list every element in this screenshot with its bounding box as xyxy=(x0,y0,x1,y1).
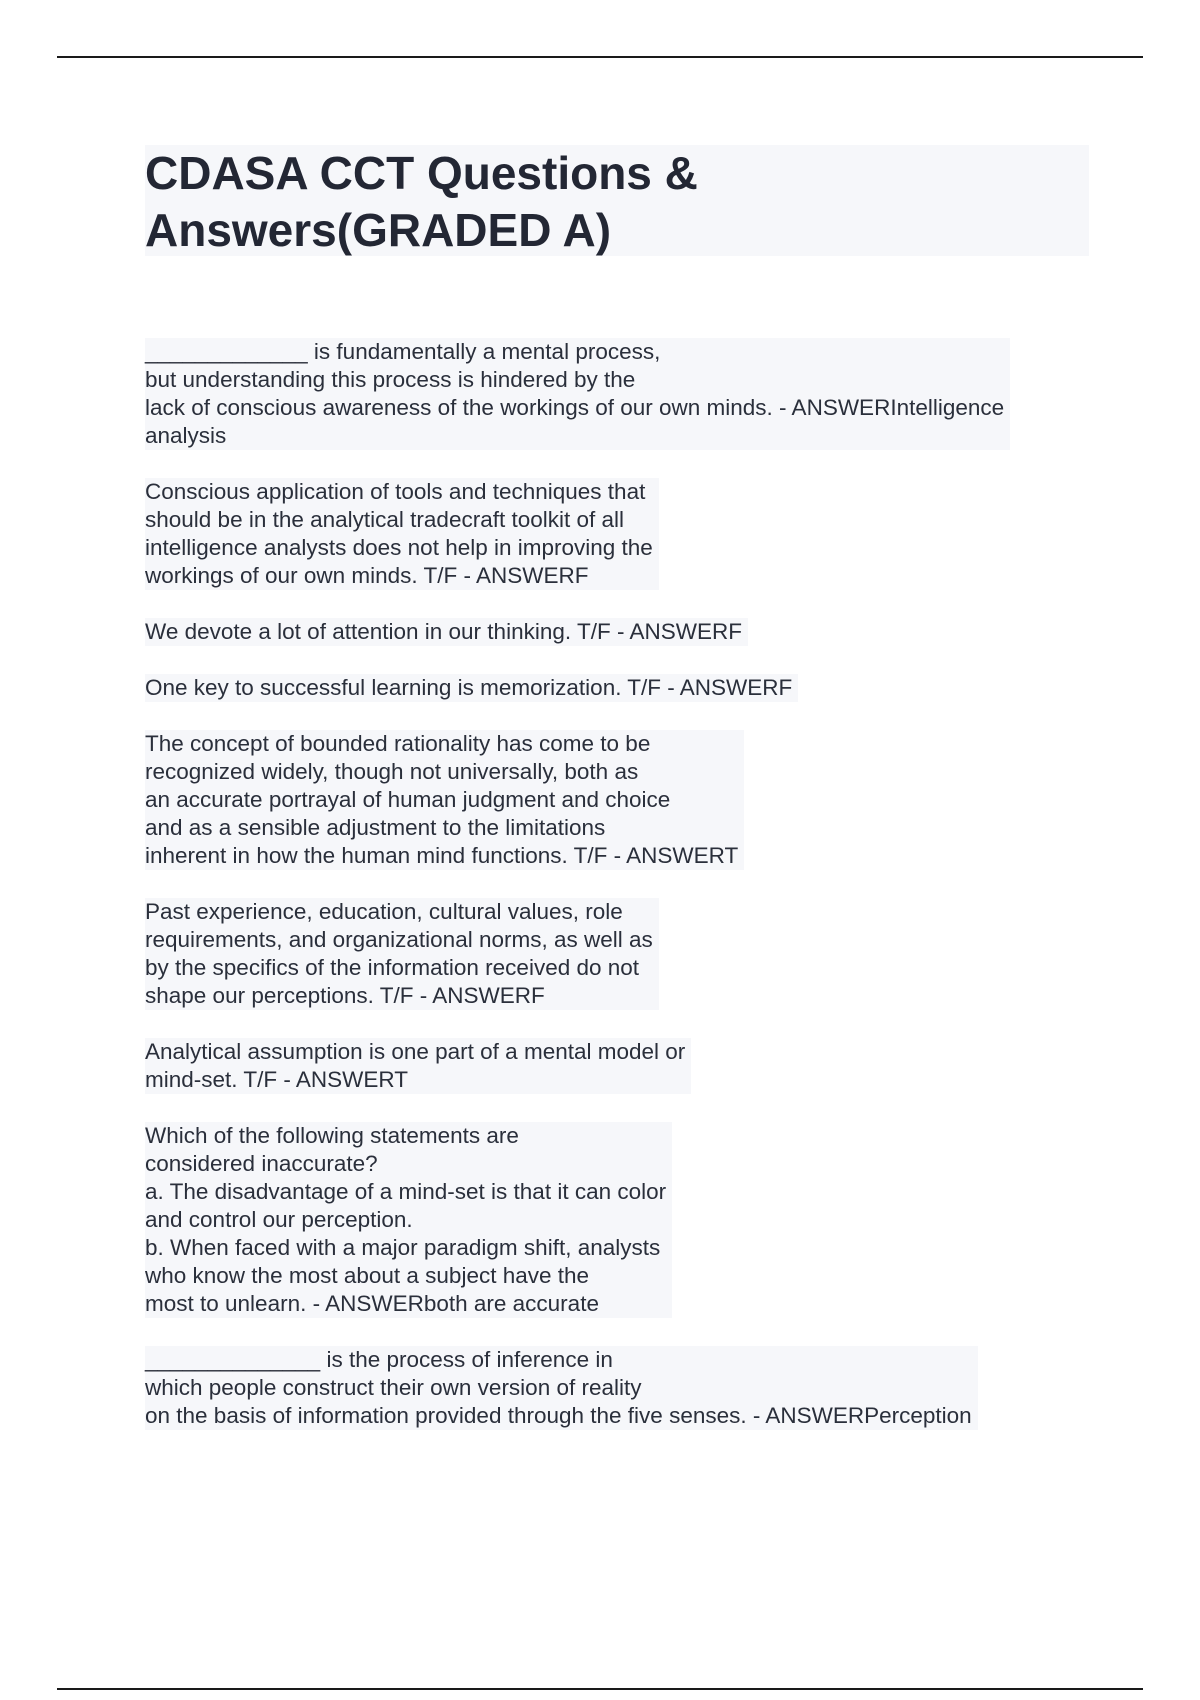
qa-text: The concept of bounded rationality has come to be recognized widely, though not universally, both as an accurate portrayal of human judgment and choice and as a sensible adjustment to the limitations inherent in how the human mind functions. T/F - ANSWERT xyxy=(145,730,744,870)
qa-item xyxy=(145,674,1145,702)
qa-item xyxy=(145,1346,1145,1430)
qa-item xyxy=(145,338,1145,450)
qa-text: _____________ is fundamentally a mental process, but understanding this process is hindered by the lack of conscious awareness of the workings of our own minds. - ANSWERIntelligence analysis xyxy=(145,338,1010,450)
top-rule xyxy=(57,56,1143,58)
document-title: CDASA CCT Questions & Answers(GRADED A) xyxy=(145,147,698,256)
qa-text: Which of the following statements are considered inaccurate? a. The disadvantage of a mind-set is that it can color and control our perception. b. When faced with a major paradigm shift, analysts who know the most about a subject have the most to unlearn. - ANSWERboth are accurate xyxy=(145,1122,672,1318)
qa-item xyxy=(145,730,1145,870)
qa-list xyxy=(145,338,1145,1458)
qa-item xyxy=(145,618,1145,646)
qa-item xyxy=(145,478,1145,590)
qa-item xyxy=(145,1038,1145,1094)
qa-text: ______________ is the process of inference in which people construct their own version of reality on the basis of information provided through the five senses. - ANSWERPerception xyxy=(145,1346,978,1430)
qa-text: One key to successful learning is memorization. T/F - ANSWERF xyxy=(145,674,798,702)
bottom-rule xyxy=(57,1688,1143,1690)
title-block xyxy=(145,145,1089,256)
qa-text: Past experience, education, cultural values, role requirements, and organizational norms, as well as by the specifics of the information received do not shape our perceptions. T/F - ANSWERF xyxy=(145,898,659,1010)
qa-item xyxy=(145,1122,1145,1318)
qa-item xyxy=(145,898,1145,1010)
qa-text: Conscious application of tools and techniques that should be in the analytical tradecraft toolkit of all intelligence analysts does not help in improving the workings of our own minds. T/F - ANSWERF xyxy=(145,478,659,590)
qa-text: Analytical assumption is one part of a mental model or mind-set. T/F - ANSWERT xyxy=(145,1038,691,1094)
qa-text: We devote a lot of attention in our thinking. T/F - ANSWERF xyxy=(145,618,748,646)
